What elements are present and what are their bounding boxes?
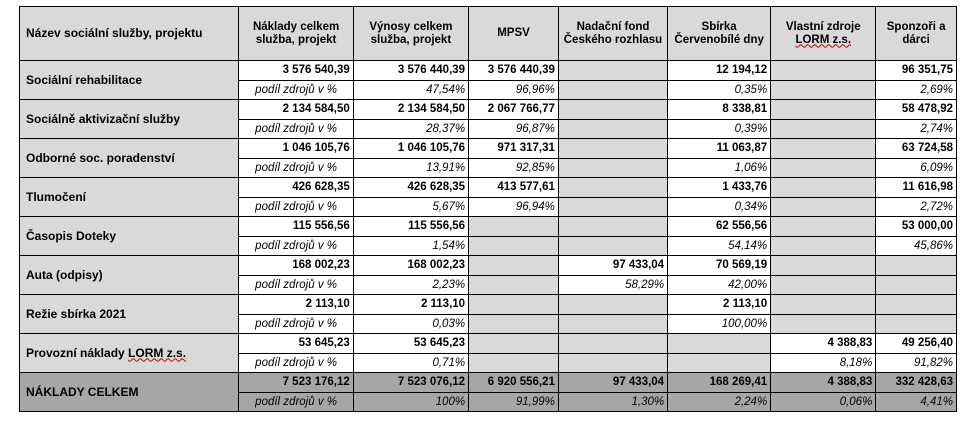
value-vlastni [771, 139, 876, 159]
header-sbirka: Sbírka Červenobílé dny [668, 7, 771, 61]
pct-nadacni [558, 81, 667, 100]
value-mpsv [469, 217, 559, 237]
value-vynosy: 53 645,23 [353, 334, 468, 354]
value-mpsv [469, 334, 559, 354]
value-vynosy: 7 523 076,12 [353, 373, 468, 393]
row-name: Auta (odpisy) [20, 256, 239, 295]
value-naklady: 7 523 176,12 [239, 373, 353, 393]
pct-vlastni [771, 120, 876, 139]
pct-vlastni [771, 81, 876, 100]
row-name: Časopis Doteky [20, 217, 239, 256]
table-row [20, 295, 957, 315]
value-vynosy: 3 576 440,39 [353, 61, 468, 81]
header-name: Název sociální služby, projektu [20, 7, 239, 61]
header-vlastni-lorm: LORM z.s. [795, 33, 852, 46]
value-sbirka: 70 569,19 [668, 256, 771, 276]
row-name: NÁKLADY CELKEM [20, 373, 239, 412]
value-sbirka [668, 334, 771, 354]
value-vlastni [771, 100, 876, 120]
pct-sponzori: 4,41% [876, 393, 957, 412]
pct-sponzori: 6,09% [876, 159, 957, 178]
pct-vlastni [771, 198, 876, 217]
value-vlastni [771, 295, 876, 315]
value-vynosy: 2 113,10 [353, 295, 468, 315]
table-row [20, 61, 957, 81]
value-sbirka: 168 269,41 [668, 373, 771, 393]
table-row [20, 256, 957, 276]
row-name-text: Provozní náklady [26, 345, 129, 360]
value-sbirka: 62 556,56 [668, 217, 771, 237]
value-naklady: 426 628,35 [239, 178, 353, 198]
value-mpsv: 3 576 440,39 [469, 61, 559, 81]
row-name: Režie sbírka 2021 [20, 295, 239, 334]
pct-sbirka: 100,00% [668, 315, 771, 334]
value-mpsv [469, 295, 559, 315]
value-sponzori: 58 478,92 [876, 100, 957, 120]
value-vynosy: 1 046 105,76 [353, 139, 468, 159]
value-sbirka: 11 063,87 [668, 139, 771, 159]
table-row [20, 100, 957, 120]
header-naklady: Náklady celkem služba, projekt [239, 7, 353, 61]
pct-nadacni: 1,30% [558, 393, 667, 412]
pct-mpsv: 92,85% [469, 159, 559, 178]
pct-nadacni [558, 237, 667, 256]
value-vlastni [771, 178, 876, 198]
pct-vlastni: 8,18% [771, 354, 876, 373]
pct-vlastni [771, 237, 876, 256]
value-sponzori: 96 351,75 [876, 61, 957, 81]
pct-vynosy: 47,54% [353, 81, 468, 100]
row-name-lorm: LORM z.s. [128, 345, 187, 360]
pct-vlastni [771, 276, 876, 295]
row-name [20, 334, 239, 373]
value-naklady: 3 576 540,39 [239, 61, 353, 81]
header-vlastni [771, 7, 876, 61]
pct-sponzori: 2,72% [876, 198, 957, 217]
pct-label: podíl zdrojů v % [239, 198, 353, 217]
value-naklady: 53 645,23 [239, 334, 353, 354]
pct-vynosy: 28,37% [353, 120, 468, 139]
value-naklady: 168 002,23 [239, 256, 353, 276]
value-sbirka: 8 338,81 [668, 100, 771, 120]
value-mpsv: 971 317,31 [469, 139, 559, 159]
pct-mpsv [469, 237, 559, 256]
pct-sbirka: 42,00% [668, 276, 771, 295]
value-sponzori: 332 428,63 [876, 373, 957, 393]
value-vlastni: 4 388,83 [771, 334, 876, 354]
pct-mpsv: 96,87% [469, 120, 559, 139]
pct-mpsv: 96,94% [469, 198, 559, 217]
pct-vynosy: 2,23% [353, 276, 468, 295]
pct-vlastni [771, 159, 876, 178]
header-nadacni: Nadační fond Českého rozhlasu [558, 7, 667, 61]
pct-label: podíl zdrojů v % [239, 120, 353, 139]
value-vlastni [771, 217, 876, 237]
table-row [20, 139, 957, 159]
pct-nadacni: 58,29% [558, 276, 667, 295]
value-nadacni [558, 217, 667, 237]
value-nadacni [558, 139, 667, 159]
value-sbirka: 12 194,12 [668, 61, 771, 81]
pct-vlastni: 0,06% [771, 393, 876, 412]
value-mpsv: 2 067 766,77 [469, 100, 559, 120]
value-nadacni: 97 433,04 [558, 256, 667, 276]
pct-sponzori: 2,69% [876, 81, 957, 100]
value-vlastni: 4 388,83 [771, 373, 876, 393]
header-row [20, 7, 957, 61]
pct-sponzori [876, 276, 957, 295]
pct-label: podíl zdrojů v % [239, 393, 353, 412]
value-vynosy: 2 134 584,50 [353, 100, 468, 120]
value-mpsv: 413 577,61 [469, 178, 559, 198]
value-naklady: 2 113,10 [239, 295, 353, 315]
value-nadacni [558, 334, 667, 354]
pct-nadacni [558, 315, 667, 334]
pct-mpsv: 96,96% [469, 81, 559, 100]
pct-label: podíl zdrojů v % [239, 81, 353, 100]
table-row [20, 334, 957, 354]
row-name: Tlumočení [20, 178, 239, 217]
pct-label: podíl zdrojů v % [239, 315, 353, 334]
table-row [20, 217, 957, 237]
cost-table [19, 6, 957, 412]
value-vynosy: 115 556,56 [353, 217, 468, 237]
pct-sponzori: 2,74% [876, 120, 957, 139]
value-mpsv: 6 920 556,21 [469, 373, 559, 393]
pct-sponzori: 91,82% [876, 354, 957, 373]
value-naklady: 1 046 105,76 [239, 139, 353, 159]
value-naklady: 2 134 584,50 [239, 100, 353, 120]
value-sponzori [876, 256, 957, 276]
pct-mpsv [469, 354, 559, 373]
table-row [20, 178, 957, 198]
pct-vynosy: 100% [353, 393, 468, 412]
header-vlastni-text: Vlastní zdroje [785, 20, 861, 33]
value-sponzori: 53 000,00 [876, 217, 957, 237]
value-sbirka: 2 113,10 [668, 295, 771, 315]
row-name: Sociální rehabilitace [20, 61, 239, 100]
value-sponzori: 49 256,40 [876, 334, 957, 354]
header-mpsv: MPSV [469, 7, 559, 61]
header-sponzori: Sponzoři a dárci [876, 7, 957, 61]
pct-nadacni [558, 198, 667, 217]
pct-sbirka: 1,06% [668, 159, 771, 178]
pct-nadacni [558, 120, 667, 139]
pct-sbirka: 54,14% [668, 237, 771, 256]
value-sponzori: 63 724,58 [876, 139, 957, 159]
pct-nadacni [558, 159, 667, 178]
pct-vlastni [771, 315, 876, 334]
pct-sbirka: 0,34% [668, 198, 771, 217]
pct-vynosy: 0,71% [353, 354, 468, 373]
pct-label: podíl zdrojů v % [239, 159, 353, 178]
pct-vynosy: 5,67% [353, 198, 468, 217]
row-name: Sociálně aktivizační služby [20, 100, 239, 139]
pct-mpsv [469, 276, 559, 295]
pct-label: podíl zdrojů v % [239, 354, 353, 373]
value-mpsv [469, 256, 559, 276]
value-naklady: 115 556,56 [239, 217, 353, 237]
pct-label: podíl zdrojů v % [239, 237, 353, 256]
row-name: Odborné soc. poradenství [20, 139, 239, 178]
value-sponzori: 11 616,98 [876, 178, 957, 198]
value-nadacni [558, 100, 667, 120]
pct-sbirka: 0,35% [668, 81, 771, 100]
value-vynosy: 168 002,23 [353, 256, 468, 276]
pct-label: podíl zdrojů v % [239, 276, 353, 295]
table-row [20, 373, 957, 393]
pct-sponzori: 45,86% [876, 237, 957, 256]
pct-sponzori [876, 315, 957, 334]
pct-sbirka: 2,24% [668, 393, 771, 412]
pct-nadacni [558, 354, 667, 373]
pct-vynosy: 13,91% [353, 159, 468, 178]
value-nadacni [558, 61, 667, 81]
value-sbirka: 1 433,76 [668, 178, 771, 198]
value-vlastni [771, 256, 876, 276]
pct-sbirka [668, 354, 771, 373]
pct-vynosy: 0,03% [353, 315, 468, 334]
value-vlastni [771, 61, 876, 81]
value-nadacni: 97 433,04 [558, 373, 667, 393]
pct-mpsv: 91,99% [469, 393, 559, 412]
value-sponzori [876, 295, 957, 315]
header-vynosy: Výnosy celkem služba, projekt [353, 7, 468, 61]
value-nadacni [558, 178, 667, 198]
pct-vynosy: 1,54% [353, 237, 468, 256]
pct-mpsv [469, 315, 559, 334]
pct-sbirka: 0,39% [668, 120, 771, 139]
value-vynosy: 426 628,35 [353, 178, 468, 198]
value-nadacni [558, 295, 667, 315]
